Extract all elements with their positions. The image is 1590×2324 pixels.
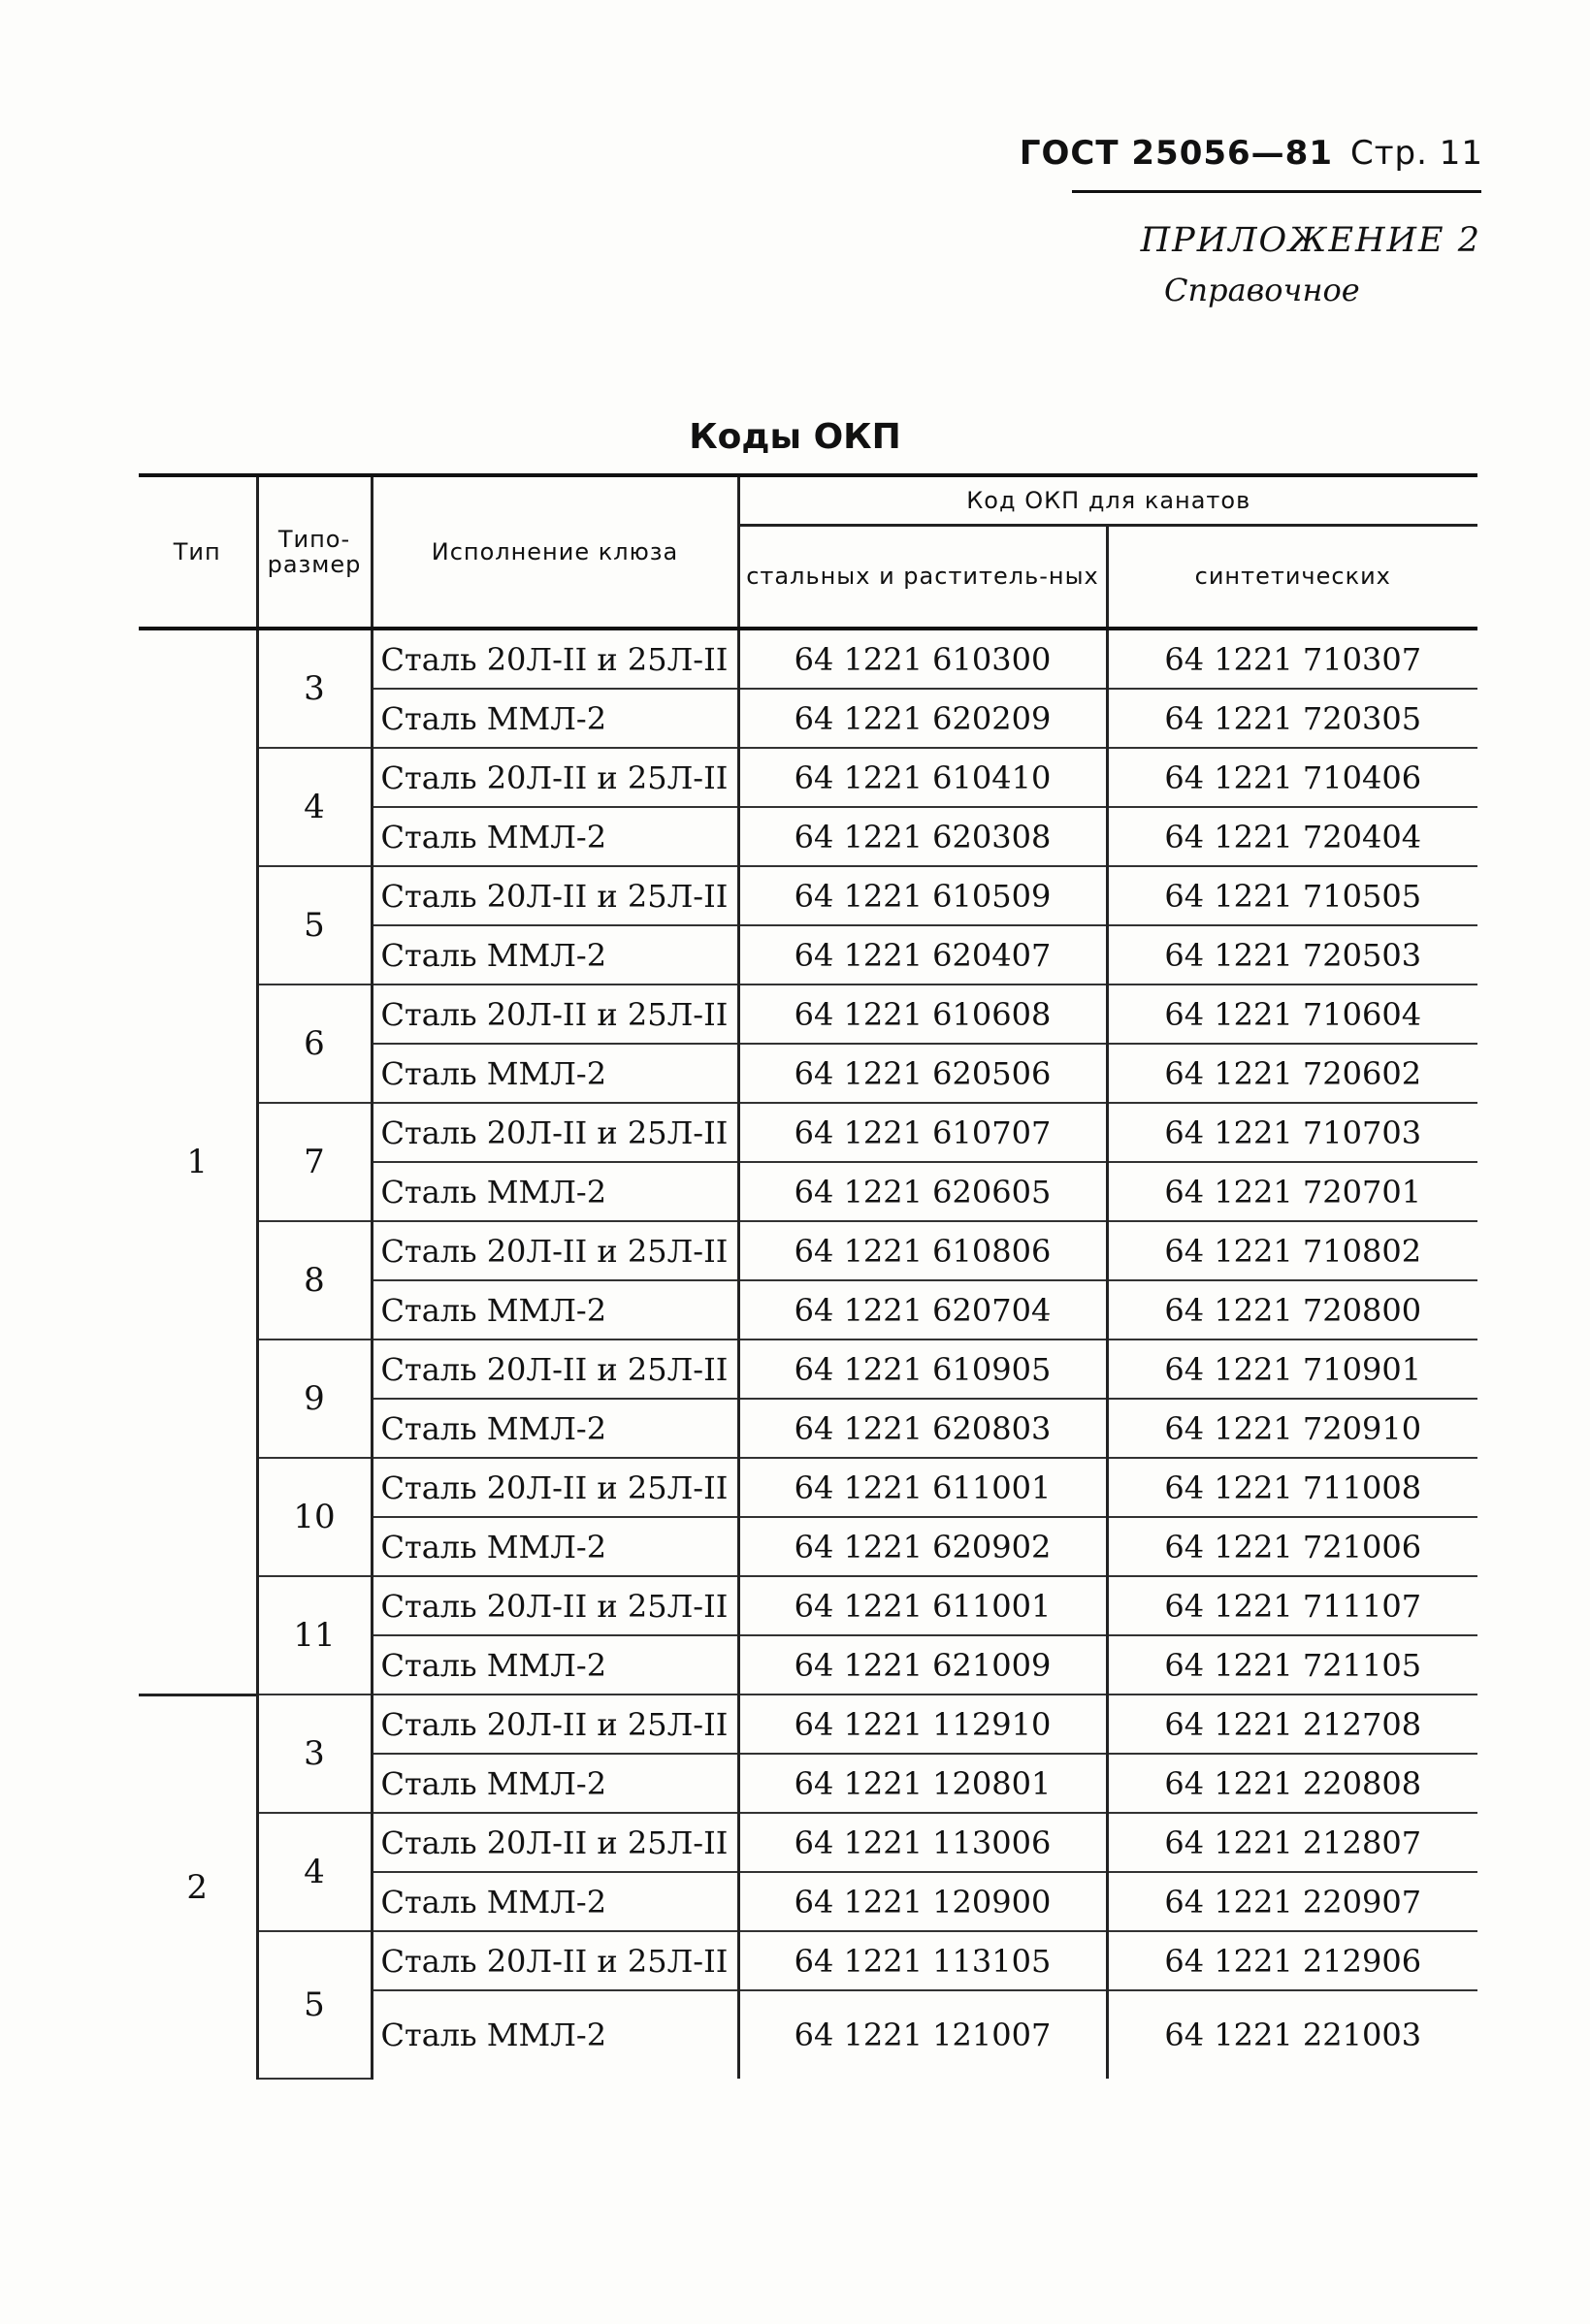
synthetic-code-cell: 64 1221 221003 bbox=[1107, 1990, 1477, 2079]
synthetic-code-cell: 64 1221 720701 bbox=[1107, 1162, 1477, 1221]
table-row bbox=[139, 1103, 1477, 1162]
steel-code-cell: 64 1221 610905 bbox=[738, 1340, 1107, 1399]
execution-cell: Сталь 20Л-II и 25Л-II bbox=[372, 748, 738, 807]
steel-code-cell: 64 1221 611001 bbox=[738, 1458, 1107, 1517]
size-cell: 6 bbox=[257, 984, 372, 1103]
page-header bbox=[1020, 134, 1483, 173]
steel-code-cell: 64 1221 621009 bbox=[738, 1635, 1107, 1695]
execution-cell: Сталь 20Л-II и 25Л-II bbox=[372, 1813, 738, 1872]
size-cell: 4 bbox=[257, 748, 372, 866]
steel-code-cell: 64 1221 620506 bbox=[738, 1044, 1107, 1103]
execution-cell: Сталь ММЛ-2 bbox=[372, 1517, 738, 1576]
steel-code-cell: 64 1221 610410 bbox=[738, 748, 1107, 807]
table-title: Коды ОКП bbox=[689, 417, 901, 457]
table-row bbox=[139, 1931, 1477, 1990]
size-cell: 10 bbox=[257, 1458, 372, 1576]
synthetic-code-cell: 64 1221 720602 bbox=[1107, 1044, 1477, 1103]
appendix-kind: Справочное bbox=[1164, 272, 1360, 308]
table-row bbox=[139, 1458, 1477, 1517]
synthetic-code-cell: 64 1221 720305 bbox=[1107, 689, 1477, 748]
table-row bbox=[139, 1340, 1477, 1399]
size-cell: 7 bbox=[257, 1103, 372, 1221]
execution-cell: Сталь 20Л-II и 25Л-II bbox=[372, 1931, 738, 1990]
synthetic-code-cell: 64 1221 710604 bbox=[1107, 984, 1477, 1044]
steel-code-cell: 64 1221 620308 bbox=[738, 807, 1107, 866]
steel-code-cell: 64 1221 611001 bbox=[738, 1576, 1107, 1635]
synthetic-code-cell: 64 1221 720800 bbox=[1107, 1280, 1477, 1340]
table-row bbox=[139, 748, 1477, 807]
steel-code-cell: 64 1221 610707 bbox=[738, 1103, 1107, 1162]
size-cell: 4 bbox=[257, 1813, 372, 1931]
execution-cell: Сталь ММЛ-2 bbox=[372, 1162, 738, 1221]
column-header-size bbox=[257, 475, 372, 629]
steel-code-cell: 64 1221 120801 bbox=[738, 1754, 1107, 1813]
synthetic-code-cell: 64 1221 220808 bbox=[1107, 1754, 1477, 1813]
steel-code-cell: 64 1221 610608 bbox=[738, 984, 1107, 1044]
execution-cell: Сталь ММЛ-2 bbox=[372, 807, 738, 866]
column-header-execution: Исполнение клюза bbox=[372, 475, 738, 629]
execution-cell: Сталь 20Л-II и 25Л-II bbox=[372, 1221, 738, 1280]
execution-cell: Сталь ММЛ-2 bbox=[372, 1754, 738, 1813]
execution-cell: Сталь ММЛ-2 bbox=[372, 1399, 738, 1458]
size-cell: 11 bbox=[257, 1576, 372, 1695]
size-cell: 5 bbox=[257, 866, 372, 984]
execution-cell: Сталь 20Л-II и 25Л-II bbox=[372, 1695, 738, 1754]
execution-cell: Сталь ММЛ-2 bbox=[372, 925, 738, 984]
column-header-steel-fiber: стальных и раститель-ных bbox=[738, 526, 1107, 629]
execution-cell: Сталь ММЛ-2 bbox=[372, 689, 738, 748]
steel-code-cell: 64 1221 620803 bbox=[738, 1399, 1107, 1458]
execution-cell: Сталь ММЛ-2 bbox=[372, 1990, 738, 2079]
type-cell: 1 bbox=[186, 1142, 209, 1181]
column-header-synthetic: синтетических bbox=[1107, 526, 1477, 629]
size-cell: 8 bbox=[257, 1221, 372, 1340]
steel-code-cell: 64 1221 620407 bbox=[738, 925, 1107, 984]
steel-code-cell: 64 1221 120900 bbox=[738, 1872, 1107, 1931]
okp-codes-table bbox=[139, 473, 1477, 2080]
synthetic-code-cell: 64 1221 710505 bbox=[1107, 866, 1477, 925]
synthetic-code-cell: 64 1221 720503 bbox=[1107, 925, 1477, 984]
execution-cell: Сталь 20Л-II и 25Л-II bbox=[372, 629, 738, 689]
execution-cell: Сталь 20Л-II и 25Л-II bbox=[372, 1458, 738, 1517]
column-header-size-line1: Типо- bbox=[277, 525, 351, 553]
synthetic-code-cell: 64 1221 710307 bbox=[1107, 629, 1477, 689]
steel-code-cell: 64 1221 620605 bbox=[738, 1162, 1107, 1221]
table-row bbox=[139, 1813, 1477, 1872]
column-header-type: Тип bbox=[139, 475, 257, 629]
size-cell: 5 bbox=[257, 1931, 372, 2079]
execution-cell: Сталь 20Л-II и 25Л-II bbox=[372, 1103, 738, 1162]
synthetic-code-cell: 64 1221 720910 bbox=[1107, 1399, 1477, 1458]
execution-cell: Сталь 20Л-II и 25Л-II bbox=[372, 984, 738, 1044]
execution-cell: Сталь ММЛ-2 bbox=[372, 1872, 738, 1931]
document-code: ГОСТ 25056—81 bbox=[1019, 134, 1333, 173]
execution-cell: Сталь 20Л-II и 25Л-II bbox=[372, 866, 738, 925]
execution-cell: Сталь ММЛ-2 bbox=[372, 1044, 738, 1103]
size-cell: 3 bbox=[257, 1695, 372, 1813]
type-cell: 2 bbox=[139, 1695, 257, 2079]
header-rule bbox=[1072, 190, 1481, 193]
table-row bbox=[139, 866, 1477, 925]
execution-cell: Сталь 20Л-II и 25Л-II bbox=[372, 1576, 738, 1635]
synthetic-code-cell: 64 1221 212906 bbox=[1107, 1931, 1477, 1990]
synthetic-code-cell: 64 1221 212708 bbox=[1107, 1695, 1477, 1754]
column-header-size-line2: размер bbox=[267, 551, 362, 578]
steel-code-cell: 64 1221 112910 bbox=[738, 1695, 1107, 1754]
table-row bbox=[139, 1221, 1477, 1280]
table-row bbox=[139, 1695, 1477, 1754]
synthetic-code-cell: 64 1221 710406 bbox=[1107, 748, 1477, 807]
execution-cell: Сталь ММЛ-2 bbox=[372, 1280, 738, 1340]
synthetic-code-cell: 64 1221 721006 bbox=[1107, 1517, 1477, 1576]
page-number: Стр. 11 bbox=[1349, 134, 1483, 173]
steel-code-cell: 64 1221 620902 bbox=[738, 1517, 1107, 1576]
steel-code-cell: 64 1221 121007 bbox=[738, 1990, 1107, 2079]
table-row bbox=[139, 984, 1477, 1044]
appendix-title: ПРИЛОЖЕНИЕ 2 bbox=[1140, 221, 1481, 260]
synthetic-code-cell: 64 1221 220907 bbox=[1107, 1872, 1477, 1931]
table-row bbox=[139, 1576, 1477, 1635]
execution-cell: Сталь 20Л-II и 25Л-II bbox=[372, 1340, 738, 1399]
table-row bbox=[139, 629, 1477, 689]
steel-code-cell: 64 1221 620209 bbox=[738, 689, 1107, 748]
execution-cell: Сталь ММЛ-2 bbox=[372, 1635, 738, 1695]
steel-code-cell: 64 1221 113006 bbox=[738, 1813, 1107, 1872]
synthetic-code-cell: 64 1221 711008 bbox=[1107, 1458, 1477, 1517]
steel-code-cell: 64 1221 610300 bbox=[738, 629, 1107, 689]
steel-code-cell: 64 1221 610806 bbox=[738, 1221, 1107, 1280]
column-header-code-group: Код ОКП для канатов bbox=[738, 475, 1477, 526]
synthetic-code-cell: 64 1221 720404 bbox=[1107, 807, 1477, 866]
synthetic-code-cell: 64 1221 212807 bbox=[1107, 1813, 1477, 1872]
size-cell: 3 bbox=[257, 629, 372, 748]
synthetic-code-cell: 64 1221 710703 bbox=[1107, 1103, 1477, 1162]
synthetic-code-cell: 64 1221 721105 bbox=[1107, 1635, 1477, 1695]
synthetic-code-cell: 64 1221 710802 bbox=[1107, 1221, 1477, 1280]
synthetic-code-cell: 64 1221 711107 bbox=[1107, 1576, 1477, 1635]
table-body bbox=[139, 629, 1477, 2079]
steel-code-cell: 64 1221 113105 bbox=[738, 1931, 1107, 1990]
synthetic-code-cell: 64 1221 710901 bbox=[1107, 1340, 1477, 1399]
steel-code-cell: 64 1221 610509 bbox=[738, 866, 1107, 925]
size-cell: 9 bbox=[257, 1340, 372, 1458]
steel-code-cell: 64 1221 620704 bbox=[738, 1280, 1107, 1340]
